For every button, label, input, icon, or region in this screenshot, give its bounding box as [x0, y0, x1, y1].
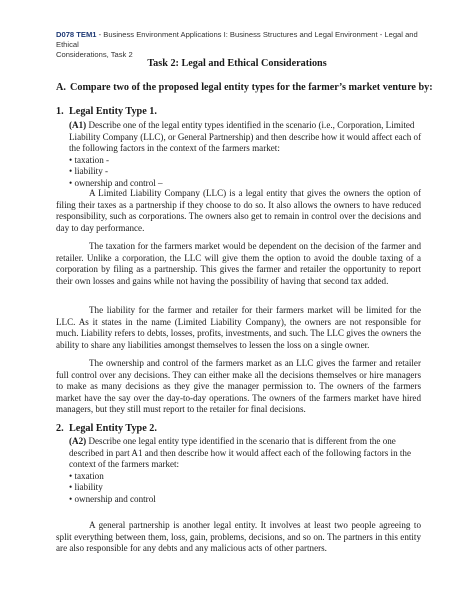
type2-prompt-body [69, 436, 431, 471]
type2-bullet-ownership: • ownership and control [69, 493, 156, 504]
type1-bullet-ownership: • ownership and control – [69, 177, 163, 188]
type1-number: 1. [56, 106, 64, 117]
type1-paragraph-2: The taxation for the farmers market would be dependent on the decision of the farmer and retailer. Unlike a corporation, the LLC will give them the option to avoid the double taxing of a corporation by filing as a partnership. This gives the farmer and retailer the opportunity to report their own losses and gains while not having the possibility of having that second tax added. [56, 241, 421, 286]
type2-prompt-text: Describe one legal entity type identified in the scenario that is different from the one described in part A1 and then describe how it would affect each of the following factors in the context of the farmers market: [69, 436, 412, 469]
type2-bullet-liability: • liability [69, 482, 103, 492]
type1-prompt-body [69, 120, 431, 155]
task-title: Task 2: Legal and Ethical Considerations [147, 58, 327, 69]
type2-bullet-taxation: • taxation [69, 470, 104, 481]
type2-heading [56, 423, 157, 434]
type1-paragraph-1: A Limited Liability Company (LLC) is a legal entity that gives the owners the option of filing their taxes as a partnership if they choose to do so. It also allows the owners to have reduced responsibility, such as corporations. The owners also get to remain in control over the decisions and day to day performance. [56, 188, 421, 233]
course-code: D078 TEM1 [56, 30, 97, 39]
header-course-title: - Business Environment Applications I: Business Structures and Legal Environment - Legal and Ethical [56, 30, 418, 49]
type2-prompt [69, 436, 431, 505]
type1-heading [56, 106, 157, 117]
type2-prompt-code: (A2) [69, 436, 87, 446]
header-line-1 [56, 30, 436, 50]
type1-heading-text: Legal Entity Type 1. [69, 106, 157, 117]
type2-heading-text: Legal Entity Type 2. [69, 423, 157, 434]
type1-prompt [69, 120, 431, 189]
type1-bullet-taxation: • taxation - [69, 154, 110, 165]
type1-prompt-text: Describe one of the legal entity types identified in the scenario (i.e., Corporation, Limited Liability Company (LLC), or General Partnership) and then describe how it would affect each of the following factors in the context of the farmers market: [69, 120, 422, 153]
header-line-2: Considerations, Task 2 [56, 50, 133, 59]
type1-prompt-code: (A1) [69, 120, 87, 130]
type1-paragraph-3: The liability for the farmer and retailer for their farmers market will be limited for the LLC. As it states in the name (Limited Liability Company), the owners are not responsible for much. Liability refers to debts, losses, profits, investments, and such. The LLC gives the owners the ability to share any liabilities amongst themselves to lessen the loss on a single owner. [56, 305, 421, 350]
type2-paragraph-1: A general partnership is another legal entity. It involves at least two people agreeing to split everything between them, loss, gain, problems, decisions, and so on. The partners in this entity are also responsible for any debts and any malicious acts of other partners. [56, 520, 421, 553]
page-header [56, 30, 436, 60]
type1-bullet-liability: • liability - [69, 166, 109, 176]
type1-paragraph-4: The ownership and control of the farmers market as an LLC gives the farmer and retailer full control over any decisions. They can either make all the decisions themselves or hire managers to make as many decisions as they give the manager permission to. The owners of the farmers market have the say over the day-to-day operations. The owners of the farmers market have hired managers, but they still must report to the retailer for final decisions. [56, 358, 421, 414]
part-a-heading [56, 82, 433, 93]
part-a-letter: A. [56, 82, 66, 93]
part-a-text: Compare two of the proposed legal entity types for the farmer’s market venture by: [70, 82, 433, 93]
type2-number: 2. [56, 423, 64, 434]
